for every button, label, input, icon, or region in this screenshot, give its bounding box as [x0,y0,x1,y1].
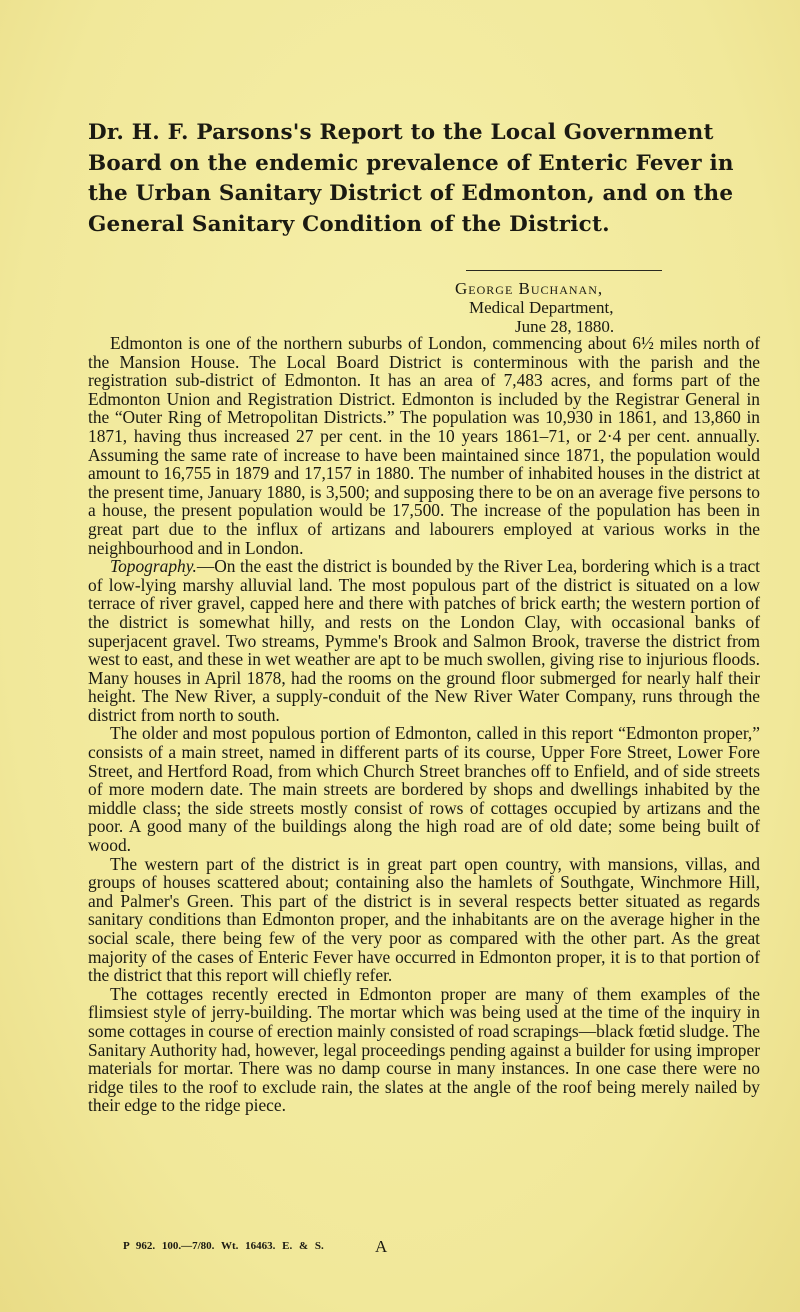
topography-heading: Topography. [110,556,197,577]
paragraph-topography [88,557,760,724]
topography-text: —On the east the district is bounded by the River Lea, bordering which is a tract of low-lying marshy alluvial land. The most populous part of the district is situated on a low terrace of river gravel, capped here and there with patches of brick earth; the western portion of the district is somewhat hilly, and rests on the London Clay, with occasional banks of superjacent gravel. Two streams, Pymme's Brook and Salmon Brook, traverse the district from west to east, and these in wet weather are apt to be much swollen, giving rise to injurious floods. Many houses in April 1878, had the rooms on the ground floor submerged for nearly half their height. The New River, a supply-conduit of the New River Water Company, runs through the district from north to south. [88,556,760,725]
signature-name: George Buchanan, [455,279,604,298]
signature-date: June 28, 1880. [515,317,615,336]
paragraph-cottages: The cottages recently erected in Edmonton proper are many of them examples of the flimsiest style of jerry-building. The mortar which was being used at the time of the inquiry in some cottages in course of erection mainly consisted of road scrapings—black fœtid sludge. The Sanitary Authority had, however, legal proceedings pending against a builder for using improper materials for mortar. There was no damp course in many instances. In one case there were no ridge tiles to the roof to exclude rain, the slates at the angle of the roof being merely nailed by their edge to the ridge piece. [88,983,760,1116]
divider [466,270,662,271]
paragraph-edmonton-proper: The older and most populous portion of Edmonton, called in this report “Edmonton proper,” consists of a main street, named in different parts of its course, Upper Fore Street, Lower Fore Street, and Hertford Road, from which Church Street branches off to Enfield, and of side streets of more modern date. The main streets are bordered by shops and dwellings inhabited by the middle class; the side streets mostly consist of rows of cottages occupied by artizans and the poor. A good many of the buildings along the high road are of old date; some being built of wood. [88,723,760,856]
report-body [88,334,760,1115]
printer-imprint: P 962. 100.—7/80. Wt. 16463. E. & S. [123,1240,324,1252]
signature-department: Medical Department, [469,298,614,317]
paragraph-western-part: The western part of the district is in great part open country, with mansions, villas, and groups of houses scattered about; containing also the hamlets of Southgate, Winchmore Hill, and Palmer's Green. This part of the district is in several respects better situated as regards sanitary conditions than Edmonton proper, and the inhabitants are on the average higher in the social scale, there being few of the very poor as compared with the other part. As the great majority of the cases of Enteric Fever have occurred in Edmonton proper, it is to that portion of the district that this report will chiefly refer. [88,853,760,986]
signature-mark: A [375,1237,388,1256]
paragraph-population: Edmonton is one of the northern suburbs of London, commencing about 6½ miles north of the Mansion House. The Local Board District is conterminous with the parish and the registration sub-district of Edmonton. It has an area of 7,483 acres, and forms part of the Edmonton Union and Registration District. Edmonton is included by the Registrar General in the “Outer Ring of Metropolitan Districts.” The population was 10,930 in 1861, and 13,860 in 1871, having thus increased 27 per cent. in the 10 years 1861–71, or 2·4 per cent. annually. Assuming the same rate of increase to have been maintained since 1871, the population would amount to 16,755 in 1879 and 17,157 in 1880. The number of inhabited houses in the district at the present time, January 1880, is 3,500; and supposing there to be on an average five persons to a house, the present population would be 17,500. The increase of the population has been in great part due to the influx of artizans and labourers employed at various works in the neighbourhood and in London. [88,333,760,558]
signature-block [455,279,614,336]
report-title: Dr. H. F. Parsons's Report to the Local Government Board on the endemic prevalence of Enteric Fever in the Urban Sanitary District of Edmonton, and on the General Sanitary Condition of the District. [88,120,734,237]
